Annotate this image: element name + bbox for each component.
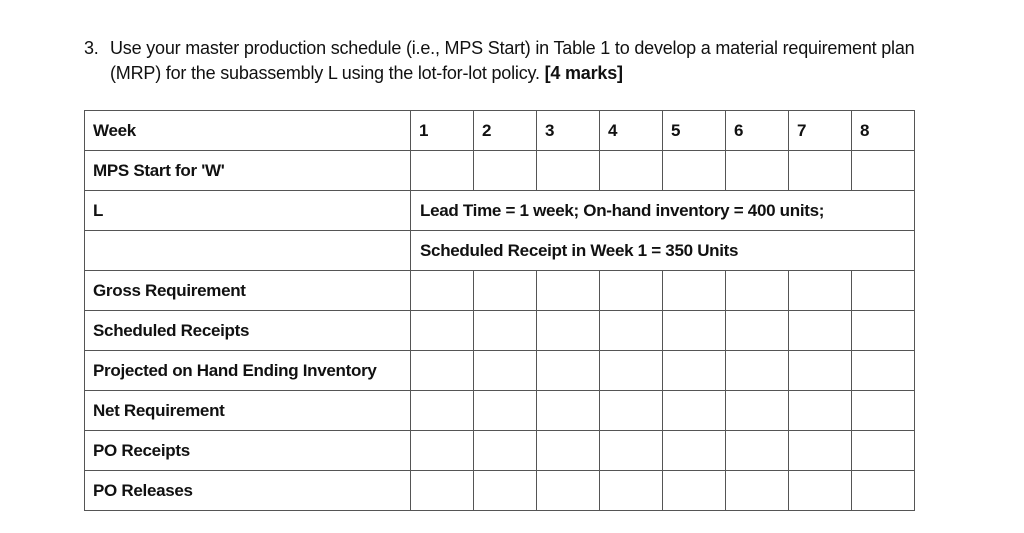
table-cell xyxy=(726,391,789,431)
item-l-label: L xyxy=(85,191,411,231)
week-3-header: 3 xyxy=(537,111,600,151)
question-marks: [4 marks] xyxy=(544,63,623,83)
table-cell xyxy=(537,351,600,391)
table-cell xyxy=(474,471,537,511)
item-l-row xyxy=(85,191,915,231)
table-cell xyxy=(726,271,789,311)
mps-cell xyxy=(726,151,789,191)
table-cell xyxy=(789,311,852,351)
table-cell xyxy=(789,391,852,431)
week-7-header: 7 xyxy=(789,111,852,151)
projected-on-hand-row xyxy=(85,351,915,391)
mps-start-row xyxy=(85,151,915,191)
gross-requirement-label: Gross Requirement xyxy=(85,271,411,311)
table-cell xyxy=(537,431,600,471)
table-cell xyxy=(663,431,726,471)
table-cell xyxy=(600,311,663,351)
table-cell xyxy=(789,271,852,311)
table-cell xyxy=(537,271,600,311)
mps-start-label: MPS Start for 'W' xyxy=(85,151,411,191)
scheduled-receipts-label: Scheduled Receipts xyxy=(85,311,411,351)
table-cell xyxy=(726,431,789,471)
mps-cell xyxy=(852,151,915,191)
table-cell xyxy=(726,311,789,351)
po-receipts-label: PO Receipts xyxy=(85,431,411,471)
table-cell xyxy=(474,431,537,471)
po-releases-row xyxy=(85,471,915,511)
table-cell xyxy=(852,391,915,431)
table-cell xyxy=(600,431,663,471)
po-releases-label: PO Releases xyxy=(85,471,411,511)
scheduled-receipts-row xyxy=(85,311,915,351)
table-cell xyxy=(474,351,537,391)
question-line-2 xyxy=(84,61,944,86)
info-row-2 xyxy=(85,231,915,271)
table-cell xyxy=(852,351,915,391)
table-cell xyxy=(852,471,915,511)
table-cell xyxy=(663,311,726,351)
table-cell xyxy=(600,471,663,511)
week-header-label: Week xyxy=(85,111,411,151)
table-cell xyxy=(663,351,726,391)
table-cell xyxy=(852,431,915,471)
table-cell xyxy=(789,431,852,471)
question-line-1-text: Use your master production schedule (i.e., MPS Start) in Table 1 to develop a material requirement plan xyxy=(110,38,915,58)
week-8-header: 8 xyxy=(852,111,915,151)
table-cell xyxy=(852,311,915,351)
projected-on-hand-label: Projected on Hand Ending Inventory xyxy=(85,351,411,391)
week-6-header: 6 xyxy=(726,111,789,151)
table-cell xyxy=(411,471,474,511)
table-cell xyxy=(474,391,537,431)
info-line-2: Scheduled Receipt in Week 1 = 350 Units xyxy=(411,231,915,271)
table-cell xyxy=(726,471,789,511)
table-cell xyxy=(852,271,915,311)
table-cell xyxy=(663,271,726,311)
mps-cell xyxy=(663,151,726,191)
question-line-1 xyxy=(84,36,944,61)
table-cell xyxy=(726,351,789,391)
mps-cell xyxy=(411,151,474,191)
question-number: 3. xyxy=(84,38,99,58)
week-1-header: 1 xyxy=(411,111,474,151)
table-cell xyxy=(411,271,474,311)
mrp-table xyxy=(84,110,915,511)
net-requirement-row xyxy=(85,391,915,431)
table-cell xyxy=(600,271,663,311)
po-receipts-row xyxy=(85,431,915,471)
mps-cell xyxy=(789,151,852,191)
mps-cell xyxy=(474,151,537,191)
table-cell xyxy=(474,271,537,311)
gross-requirement-row xyxy=(85,271,915,311)
table-cell xyxy=(600,351,663,391)
table-cell xyxy=(411,311,474,351)
week-4-header: 4 xyxy=(600,111,663,151)
question-text xyxy=(84,36,944,86)
blank-label xyxy=(85,231,411,271)
mps-cell xyxy=(537,151,600,191)
table-cell xyxy=(411,351,474,391)
table-cell xyxy=(789,351,852,391)
net-requirement-label: Net Requirement xyxy=(85,391,411,431)
mps-cell xyxy=(600,151,663,191)
table-cell xyxy=(663,391,726,431)
table-cell xyxy=(411,431,474,471)
week-5-header: 5 xyxy=(663,111,726,151)
info-line-1: Lead Time = 1 week; On-hand inventory = 400 units; xyxy=(411,191,915,231)
question-line-2-text: (MRP) for the subassembly L using the lot-for-lot policy. xyxy=(110,63,540,83)
table-cell xyxy=(600,391,663,431)
table-cell xyxy=(663,471,726,511)
table-cell xyxy=(537,391,600,431)
table-cell xyxy=(537,311,600,351)
table-cell xyxy=(789,471,852,511)
table-cell xyxy=(474,311,537,351)
week-header-row xyxy=(85,111,915,151)
week-2-header: 2 xyxy=(474,111,537,151)
table-cell xyxy=(411,391,474,431)
table-cell xyxy=(537,471,600,511)
